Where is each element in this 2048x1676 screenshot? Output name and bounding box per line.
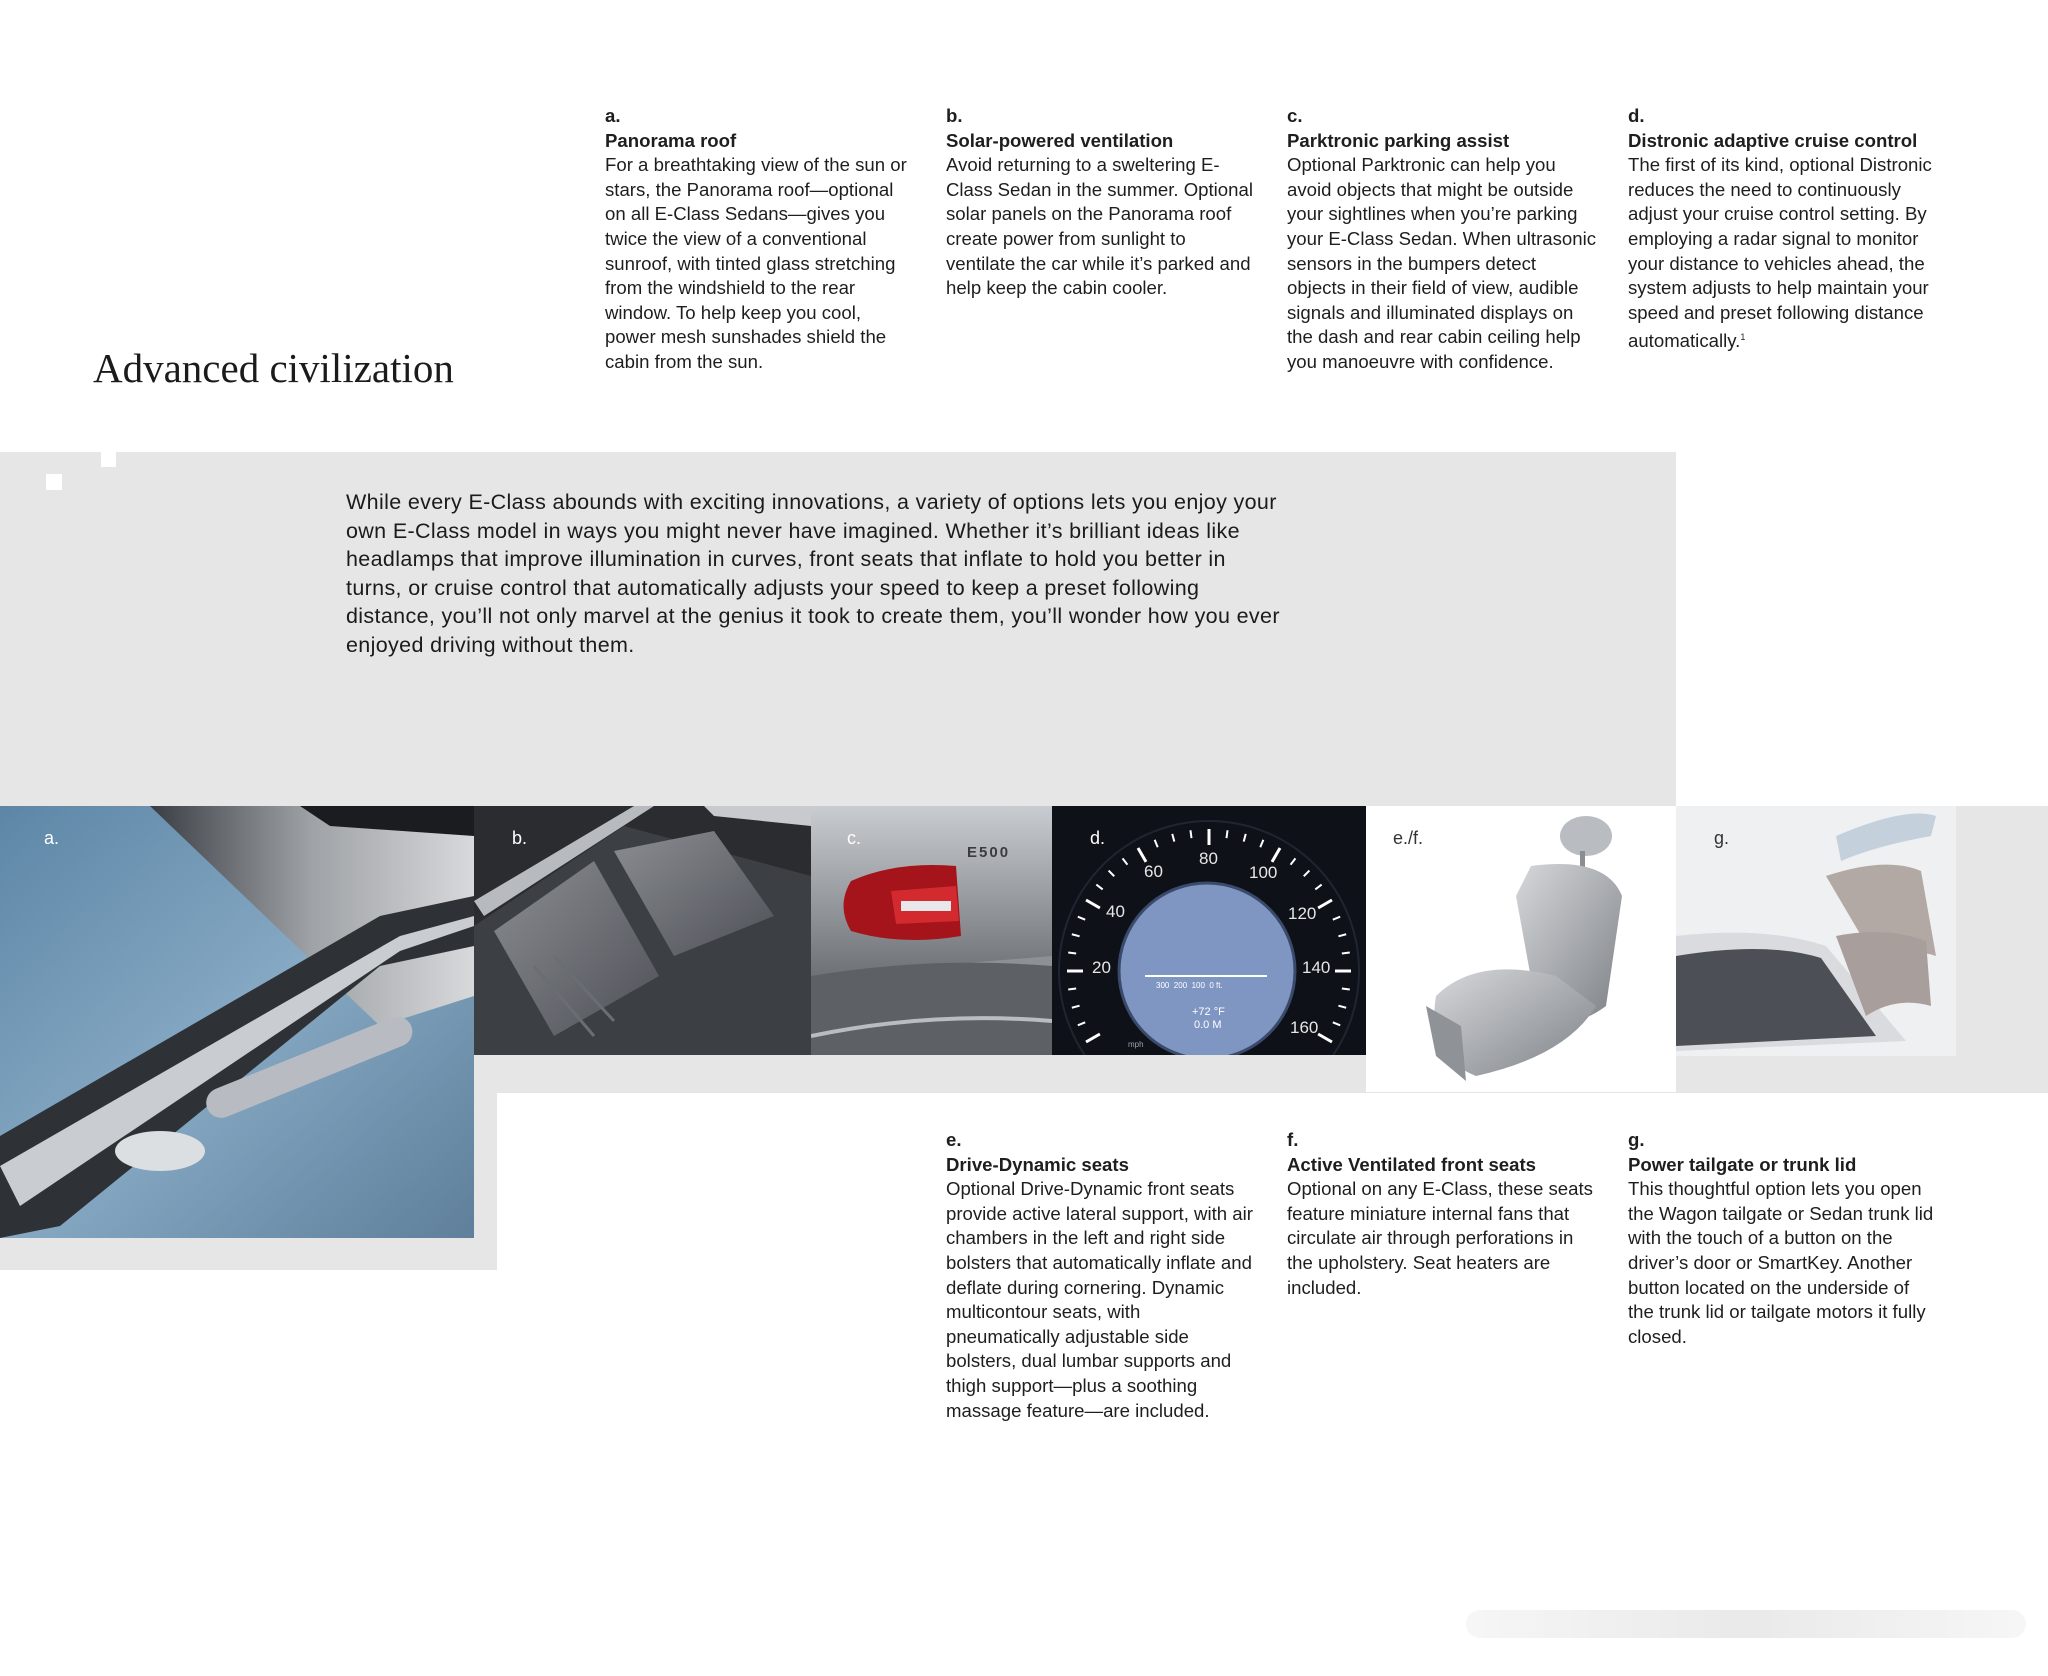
temperature-readout: +72 °F (1192, 1006, 1225, 1018)
gauge-tick-mark (1333, 1022, 1340, 1025)
gauge-tick-120: 120 (1288, 904, 1317, 923)
gauge-tick-mark (1260, 840, 1263, 847)
feature-e (946, 1128, 1256, 1423)
photo-label: c. (847, 828, 862, 848)
feature-body: Optional on any E-Class, these seats feature miniature internal fans that circulate air through perforations in the upholstery. Seat heaters are included. (1287, 1178, 1593, 1298)
gauge-tick-mark (1226, 830, 1227, 838)
feature-title: Drive-Dynamic seats (946, 1153, 1129, 1175)
intro-paragraph: While every E-Class abounds with exciting innovations, a variety of options lets you enjoy your own E-Class model in ways you might never have imagined. Whether it’s brilliant ideas like headlamps that improve illumination in curves, front seats that inflate to hold you better in turns, or cruise control that automatically adjusts your speed to keep a preset following distance, you’ll not only marvel at the genius it took to create them, you’ll wonder how you ever enjoyed driving without them. (346, 490, 1280, 657)
photo-label: d. (1090, 828, 1106, 848)
gauge-tick-mark (1291, 858, 1296, 864)
feature-body: This thoughtful option lets you open the Wagon tailgate or Sedan trunk lid with the touch of a button on the driver’s door or SmartKey. Another button located on the underside of the trunk lid or tailgate motors it fully closed. (1628, 1178, 1934, 1347)
feature-title: Parktronic parking assist (1287, 129, 1510, 151)
feature-letter: b. (946, 105, 963, 126)
gauge-tick-mark (1078, 917, 1085, 920)
gauge-tick-80: 80 (1199, 849, 1218, 868)
gauge-tick-mark (1172, 834, 1174, 842)
gauge-tick-mark (1338, 934, 1346, 936)
feature-g (1628, 1128, 1938, 1349)
photo-label: b. (512, 828, 528, 848)
gauge-tick-mark (1338, 1006, 1346, 1008)
feature-letter: a. (605, 105, 621, 126)
gauge-tick-mark (1068, 952, 1076, 953)
gauge-tick-mark (1072, 934, 1080, 936)
feature-letter: c. (1287, 105, 1303, 126)
photo-solar-roof (474, 806, 811, 1055)
distance-scale: 300 200 100 0 ft. (1156, 981, 1223, 990)
gauge-tick-mark (1318, 900, 1332, 908)
feature-a (605, 104, 915, 375)
feature-letter: g. (1628, 1129, 1645, 1150)
feature-title: Solar-powered ventilation (946, 129, 1174, 151)
feature-title: Panorama roof (605, 129, 737, 151)
gauge-tick-mark (1123, 858, 1128, 864)
gauge-tick-mark (1086, 900, 1100, 908)
feature-title: Active Ventilated front seats (1287, 1153, 1537, 1175)
photo-label: g. (1714, 828, 1730, 848)
gauge-tick-mark (1072, 1006, 1080, 1008)
gauge-tick-mark (1086, 1034, 1100, 1042)
gauge-tick-140: 140 (1302, 958, 1331, 977)
gauge-tick-mark (1109, 871, 1115, 877)
gauge-tick-40: 40 (1106, 902, 1125, 921)
gauge-tick-60: 60 (1144, 862, 1163, 881)
decorative-square (101, 452, 116, 467)
feature-b (946, 104, 1256, 301)
gauge-tick-mark (1315, 885, 1321, 890)
feature-title: Power tailgate or trunk lid (1628, 1153, 1857, 1175)
feature-f (1287, 1128, 1597, 1300)
photo-parktronic (811, 806, 1052, 1055)
gauge-tick-mark (1318, 1034, 1332, 1042)
feature-body-text: The first of its kind, optional Distronic reduces the need to continuously adjust your cruise control setting. By employing a radar signal to monitor your distance to vehicles ahead, the system adjusts to help maintain your speed and preset following distance automatically. (1628, 154, 1932, 352)
gauge-tick-mark (1304, 871, 1310, 877)
footnote-marker: 1 (1740, 332, 1746, 343)
decorative-square (46, 474, 62, 490)
feature-letter: e. (946, 1129, 962, 1150)
gauge-tick-mark (1342, 988, 1350, 989)
page-edge-shadow (1466, 1610, 2026, 1638)
speed-unit: mph (1128, 1040, 1144, 1049)
gauge-tick-mark (1155, 840, 1158, 847)
photo-label: a. (44, 828, 60, 848)
gauge-tick-160: 160 (1290, 1018, 1319, 1037)
photo-label: e./f. (1393, 828, 1424, 848)
photo-tailgate (1676, 806, 1956, 1056)
gauge-tick-mark (1342, 952, 1350, 953)
feature-d (1628, 104, 1938, 354)
odometer-readout: 0.0 M (1194, 1019, 1222, 1031)
gauge-tick-mark (1138, 848, 1146, 862)
gauge-tick-mark (1190, 830, 1191, 838)
gauge-tick-100: 100 (1249, 863, 1278, 882)
feature-c (1287, 104, 1597, 375)
panorama-roof-image (0, 806, 474, 1238)
model-badge: E500 (967, 844, 1011, 861)
feature-body: Avoid returning to a sweltering E-Class Sedan in the summer. Optional solar panels on the Panorama roof create power from sunlight to ventilate the car while it’s parked and help keep the cabin cooler. (946, 154, 1253, 299)
feature-title: Distronic adaptive cruise control (1628, 129, 1918, 151)
feature-body (1628, 153, 1938, 354)
gauge-tick-mark (1078, 1022, 1085, 1025)
gauge-tick-mark (1333, 917, 1340, 920)
feature-body: Optional Parktronic can help you avoid objects that might be outside your sightlines when you’re parking your E-Class Sedan. When ultrasonic sensors in the bumpers detect objects in their field of view, audible signals and illuminated displays on the dash and rear cabin ceiling help you manoeuvre with confidence. (1287, 154, 1597, 372)
photo-distronic-gauge (1052, 806, 1366, 1055)
feature-letter: f. (1287, 1129, 1299, 1150)
page-title: Advanced civilization (93, 345, 454, 391)
photo-seat (1366, 806, 1676, 1092)
feature-letter: d. (1628, 105, 1645, 126)
gauge-tick-20: 20 (1092, 958, 1111, 977)
gauge-tick-mark (1068, 988, 1076, 989)
feature-body: Optional Drive-Dynamic front seats provide active lateral support, with air chambers in the left and right side bolsters that automatically inflate and deflate during cornering. Dynamic multicontour seats, with pneumatically adjustable side bolsters, dual lumbar supports and thigh support—plus a soothing massage feature—are included. (946, 1178, 1253, 1421)
photo-panorama-roof (0, 806, 474, 1238)
gauge-tick-mark (1272, 848, 1280, 862)
gauge-tick-mark (1096, 885, 1102, 890)
feature-body: For a breathtaking view of the sun or stars, the Panorama roof—optional on all E-Class Sedans—gives you twice the view of a conventional sunroof, with tinted glass stretching from the windshield to the rear window. To help keep you cool, power mesh sunshades shield the cabin from the sun. (605, 154, 907, 372)
gauge-tick-mark (1244, 834, 1246, 842)
